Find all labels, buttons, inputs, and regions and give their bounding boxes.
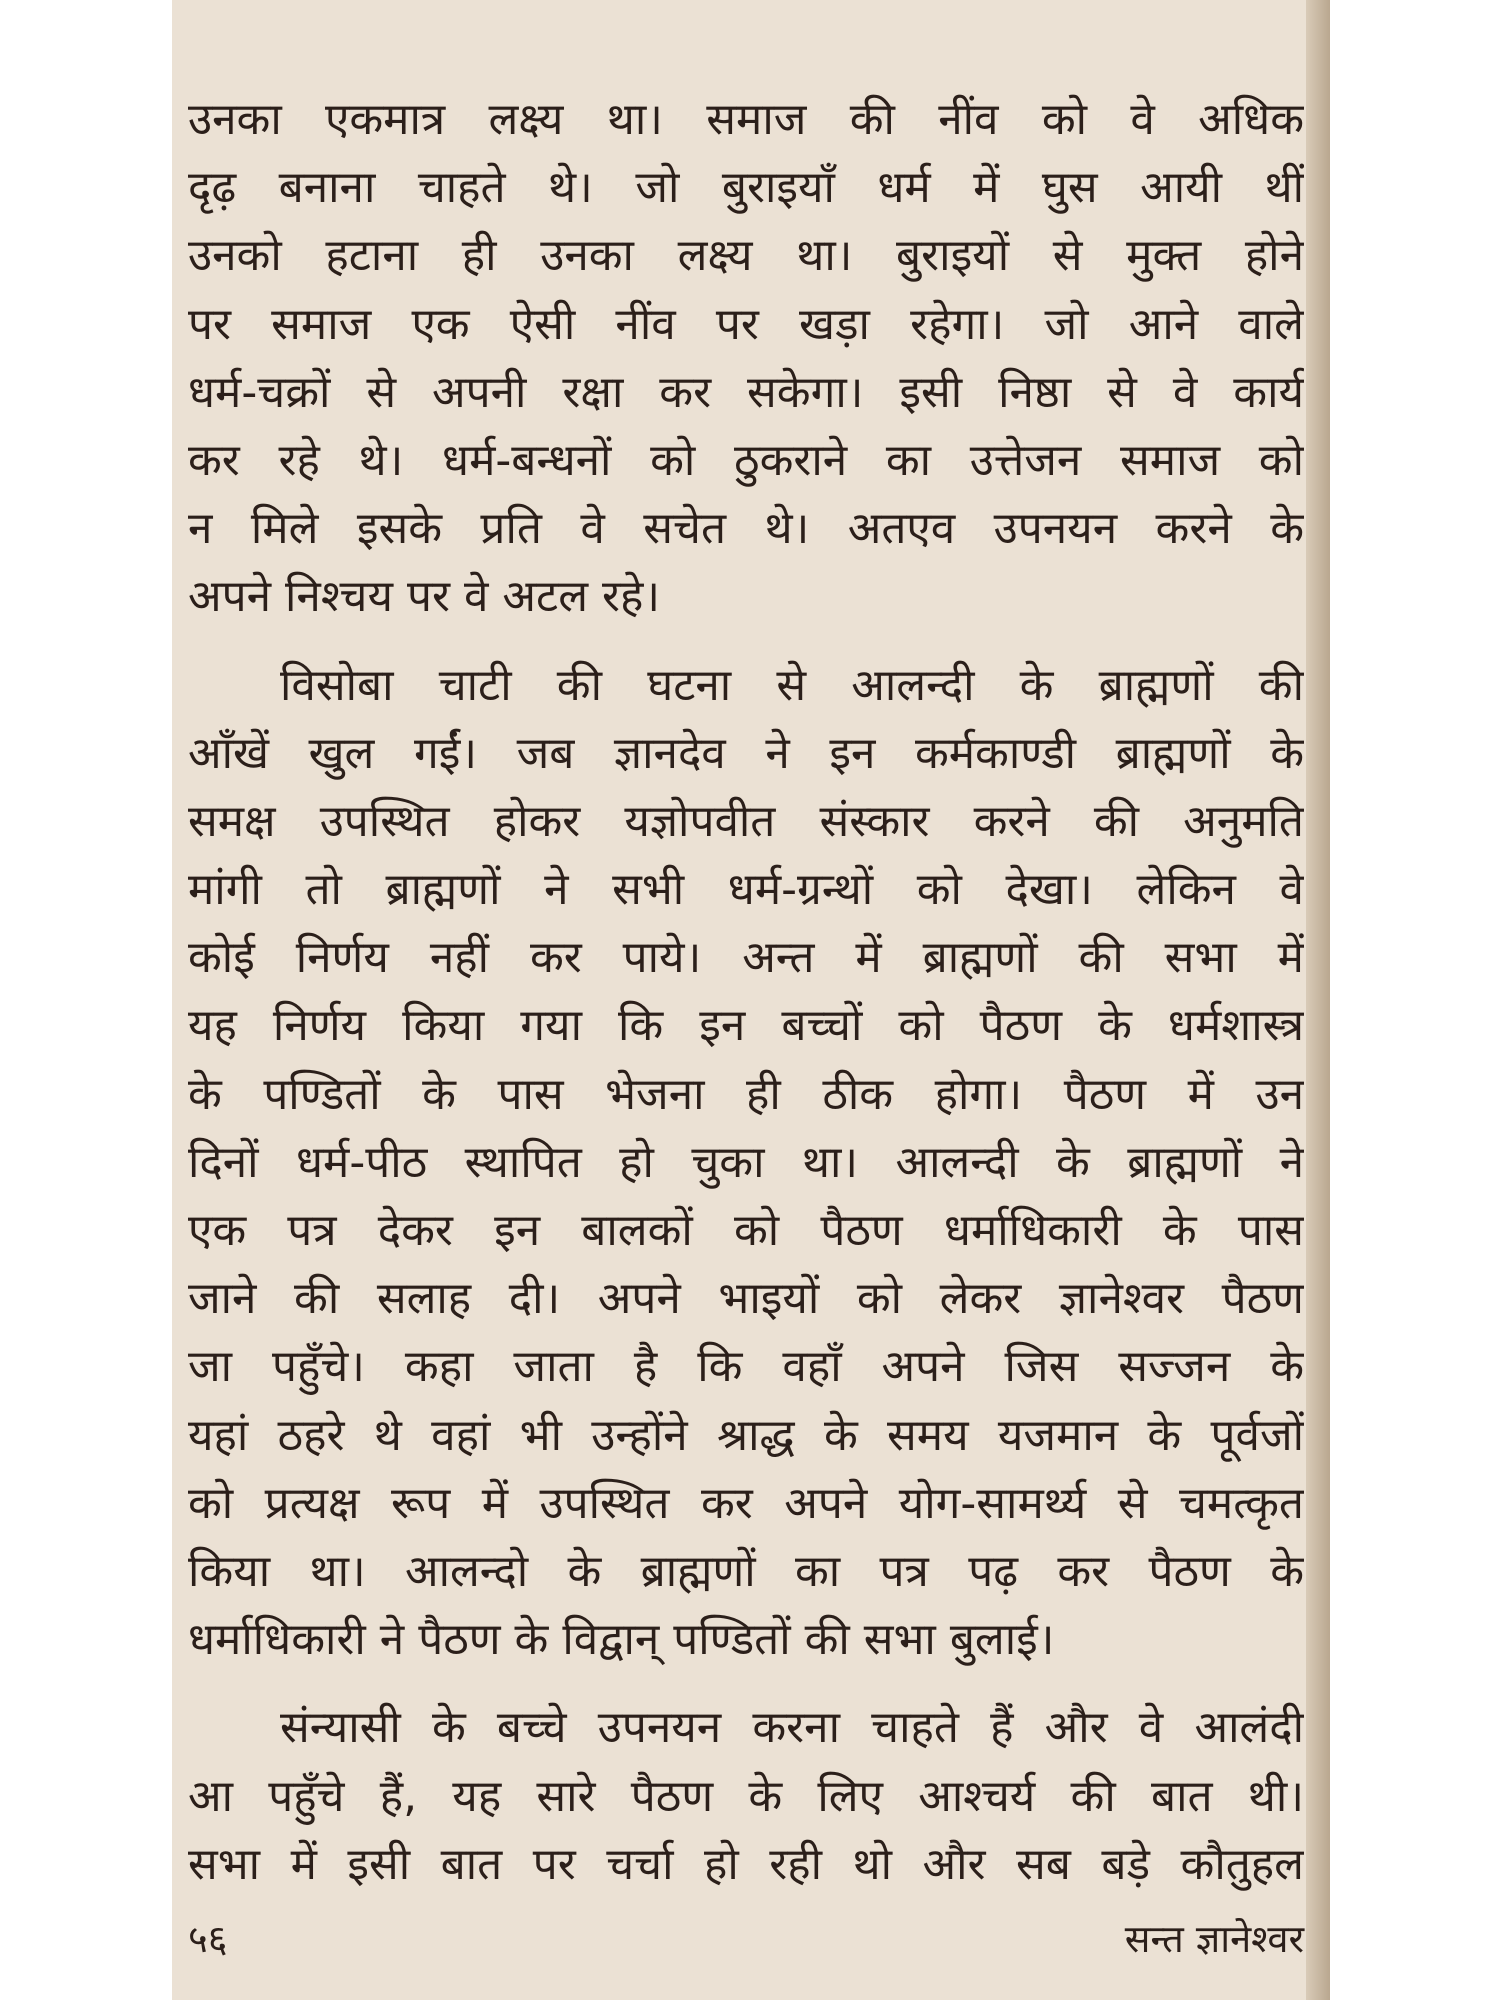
page-footer — [188, 1912, 1304, 1962]
text-line: सभा में इसी बात पर चर्चा हो रही थो और सब बड़े कौतुहल — [188, 1838, 1304, 1890]
text-line: को प्रत्यक्ष रूप में उपस्थित कर अपने योग-सामर्थ्य से चमत्कृत — [188, 1477, 1304, 1529]
text-line: धर्म-चक्रों से अपनी रक्षा कर सकेगा। इसी निष्ठा से वे कार्य — [188, 366, 1304, 418]
text-line: न मिले इसके प्रति वे सचेत थे। अतएव उपनयन करने के — [188, 503, 1304, 555]
text-line: जा पहुँचे। कहा जाता है कि वहाँ अपने जिस सज्जन के — [188, 1341, 1304, 1393]
text-line: यहां ठहरे थे वहां भी उन्होंने श्राद्ध के समय यजमान के पूर्वजों — [188, 1409, 1304, 1461]
running-title: सन्त ज्ञानेश्वर — [1124, 1917, 1304, 1961]
book-page — [172, 0, 1330, 2000]
paragraph-spacer — [188, 1674, 1304, 1694]
page-number: ५६ — [188, 1917, 228, 1961]
text-line: दृढ़ बनाना चाहते थे। जो बुराइयाँ धर्म में घुस आयी थीं — [188, 162, 1304, 214]
text-line: संन्यासी के बच्चे उपनयन करना चाहते हैं और वे आलंदी — [280, 1702, 1304, 1754]
text-line: अपने निश्चय पर वे अटल रहे। — [188, 571, 661, 623]
text-line: उनका एकमात्र लक्ष्य था। समाज की नींव को वे अधिक — [188, 94, 1304, 145]
text-line: उनको हटाना ही उनका लक्ष्य था। बुराइयों से मुक्त होने — [188, 230, 1304, 282]
body-text — [188, 86, 1304, 1899]
text-line: पर समाज एक ऐसी नींव पर खड़ा रहेगा। जो आने वाले — [188, 298, 1304, 350]
text-line: दिनों धर्म-पीठ स्थापित हो चुका था। आलन्दी के ब्राह्मणों ने — [188, 1136, 1304, 1188]
text-line: मांगी तो ब्राह्मणों ने सभी धर्म-ग्रन्थों को देखा। लेकिन वे — [188, 864, 1304, 916]
paragraph-spacer — [188, 632, 1304, 652]
paragraph-1 — [188, 86, 1304, 632]
text-line: धर्माधिकारी ने पैठण के विद्वान् पण्डितों की सभा बुलाई। — [188, 1614, 1055, 1666]
text-line: किया था। आलन्दो के ब्राह्मणों का पत्र पढ़ कर पैठण के — [188, 1545, 1304, 1597]
text-line: यह निर्णय किया गया कि इन बच्चों को पैठण के धर्मशास्त्र — [188, 1000, 1304, 1052]
text-line: कर रहे थे। धर्म-बन्धनों को ठुकराने का उत्तेजन समाज को — [188, 434, 1304, 486]
text-line: कोई निर्णय नहीं कर पाये। अन्त में ब्राह्मणों की सभा में — [188, 932, 1304, 984]
text-line: जाने की सलाह दी। अपने भाइयों को लेकर ज्ञानेश्वर पैठण — [188, 1273, 1304, 1325]
text-line: समक्ष उपस्थित होकर यज्ञोपवीत संस्कार करने की अनुमति — [188, 795, 1304, 847]
text-line: एक पत्र देकर इन बालकों को पैठण धर्माधिकारी के पास — [188, 1205, 1304, 1256]
paragraph-3 — [188, 1694, 1304, 1899]
paragraph-2 — [188, 652, 1304, 1675]
text-line: विसोबा चाटी की घटना से आलन्दी के ब्राह्मणों की — [280, 659, 1304, 711]
page-edge-shadow — [1306, 0, 1330, 2000]
text-line: आँखें खुल गईं। जब ज्ञानदेव ने इन कर्मकाण्डी ब्राह्मणों के — [188, 727, 1304, 779]
text-line: आ पहुँचे हैं, यह सारे पैठण के लिए आश्चर्य की बात थी। — [188, 1770, 1304, 1822]
text-line: के पण्डितों के पास भेजना ही ठीक होगा। पैठण में उन — [188, 1068, 1304, 1120]
